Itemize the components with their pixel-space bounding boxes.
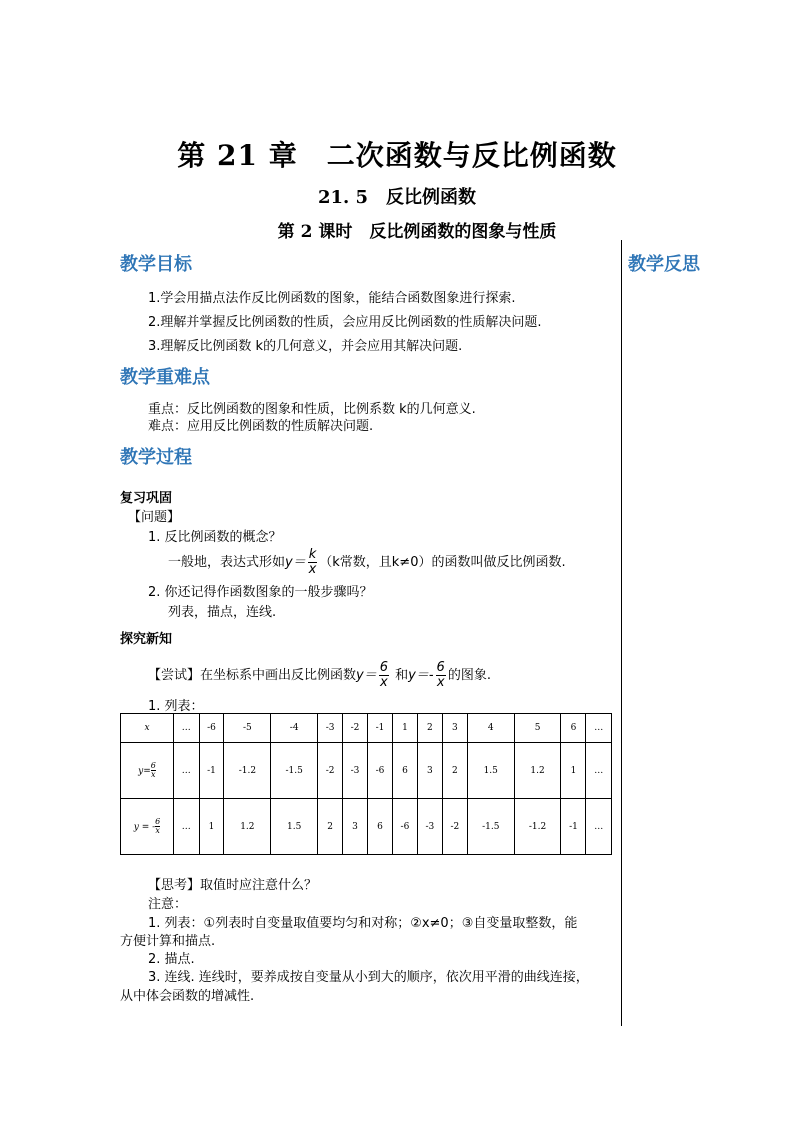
x-value-cell: -5 <box>224 714 271 743</box>
y2-value-cell: 1 <box>199 799 224 855</box>
goal-item: 2.理解并掌握反比例函数的性质，会应用反比例函数的性质解决问题. <box>148 315 542 330</box>
y2-value-cell: 2 <box>318 799 343 855</box>
think-prompt: 【思考】取值时应注意什么？ <box>148 878 318 893</box>
y1-value-cell: 1 <box>561 743 586 799</box>
process-heading: 教学过程 <box>120 447 192 468</box>
x-value-cell: 4 <box>467 714 514 743</box>
y1-value-cell: 1.5 <box>467 743 514 799</box>
row-label-x: x <box>121 714 174 743</box>
goals-heading: 教学目标 <box>120 254 192 275</box>
goal-item: 1.学会用描点法作反比例函数的图象，能结合函数图象进行探索. <box>148 291 516 306</box>
table-row-x <box>121 714 612 743</box>
formula-fraction-2 <box>436 661 446 689</box>
y2-value-cell: -2 <box>442 799 467 855</box>
question-2: 2. 你还记得作函数图象的一般步骤吗？ <box>148 585 373 600</box>
keypoints-heading: 教学重难点 <box>120 367 210 388</box>
fraction-numerator: 6 <box>150 760 156 770</box>
x-value-cell: -2 <box>343 714 368 743</box>
table-row-y2 <box>121 799 612 855</box>
try-text-mid: 和 <box>395 668 409 683</box>
chapter-title: 第 21 章 二次函数与反比例函数 <box>177 139 617 172</box>
answer-text-pre: 一般地，表达式形如 <box>168 555 286 570</box>
row-label-y2 <box>121 799 174 855</box>
goal-item: 3.理解反比例函数 k的几何意义，并会应用其解决问题. <box>148 339 463 354</box>
y1-value-cell: … <box>174 743 200 799</box>
question-1-answer <box>168 546 566 580</box>
y1-value-cell: -1 <box>199 743 224 799</box>
y1-value-cell: -6 <box>368 743 393 799</box>
value-table <box>120 713 612 855</box>
x-value-cell: 6 <box>561 714 586 743</box>
x-value-cell: -4 <box>271 714 318 743</box>
fraction-numerator: 6 <box>155 816 161 826</box>
fraction-denominator: x <box>380 675 388 690</box>
y1-value-cell: -1.2 <box>224 743 271 799</box>
y2-value-cell: 1.5 <box>271 799 318 855</box>
y1-value-cell: -3 <box>343 743 368 799</box>
list-label: 1. 列表： <box>148 699 204 714</box>
lesson-title: 第 2 课时 反比例函数的图象与性质 <box>277 222 557 242</box>
note-1: 1. 列表：①列表时自变量取值要均匀和对称；②x≠0；③自变量取整数，能 <box>148 916 578 931</box>
formula-y2: y＝- <box>408 668 434 683</box>
y2-value-cell: 6 <box>368 799 393 855</box>
y2-value-cell: 3 <box>343 799 368 855</box>
y2-value-cell: -6 <box>392 799 417 855</box>
review-heading: 复习巩固 <box>120 491 173 506</box>
y2-value-cell: -1 <box>561 799 586 855</box>
question-tag: 【问题】 <box>128 510 181 525</box>
y2-value-cell: 1.2 <box>224 799 271 855</box>
note-title: 注意： <box>148 897 188 912</box>
row-label-y2-fraction <box>155 818 160 836</box>
row-label-y1-fraction <box>151 762 156 780</box>
table-row-y1 <box>121 743 612 799</box>
formula-y1: y＝ <box>356 668 377 683</box>
x-value-cell: -1 <box>368 714 393 743</box>
row-label-y2-pre: y = - <box>133 822 156 832</box>
x-value-cell: -3 <box>318 714 343 743</box>
section-title: 21. 5 反比例函数 <box>317 187 477 208</box>
question-1: 1. 反比例函数的概念？ <box>148 530 282 545</box>
fraction-denominator: x <box>155 826 160 835</box>
row-label-y1-pre: y= <box>138 766 151 776</box>
y1-value-cell: 6 <box>392 743 417 799</box>
x-value-cell: 1 <box>392 714 417 743</box>
fraction-denominator: x <box>308 562 317 577</box>
y1-value-cell: -2 <box>318 743 343 799</box>
y2-value-cell: … <box>174 799 200 855</box>
margin-divider <box>621 240 622 1026</box>
try-text-pre: 【尝试】在坐标系中画出反比例函数 <box>148 668 357 683</box>
try-text-post: 的图象. <box>447 668 491 683</box>
explore-heading: 探究新知 <box>120 632 173 647</box>
y1-value-cell: … <box>586 743 612 799</box>
note-2: 2. 描点. <box>148 952 195 967</box>
x-value-cell: -6 <box>199 714 224 743</box>
note-3: 3. 连线. 连线时，要养成按自变量从小到大的顺序，依次用平滑的曲线连接， <box>148 970 589 985</box>
y1-value-cell: 3 <box>417 743 442 799</box>
try-prompt <box>148 658 491 694</box>
fraction-denominator: x <box>436 675 445 690</box>
note-1-continued: 方便计算和描点. <box>120 934 216 949</box>
y2-value-cell: … <box>586 799 612 855</box>
fraction-numerator: 6 <box>436 660 445 676</box>
x-value-cell: … <box>586 714 612 743</box>
y1-value-cell: 2 <box>442 743 467 799</box>
y1-value-cell: 1.2 <box>514 743 561 799</box>
y1-value-cell: -1.5 <box>271 743 318 799</box>
note-3-continued: 从中体会函数的增减性. <box>120 989 255 1004</box>
fraction-denominator: x <box>151 770 156 779</box>
formula-fraction <box>308 548 318 576</box>
difficulty-point: 难点：应用反比例函数的性质解决问题. <box>148 419 374 434</box>
y2-value-cell: -1.5 <box>467 799 514 855</box>
formula-fraction-1 <box>379 661 389 689</box>
formula-y: y＝ <box>285 555 306 570</box>
fraction-numerator: 6 <box>379 660 388 676</box>
key-point: 重点：反比例函数的图象和性质，比例系数 k的几何意义. <box>148 402 476 417</box>
y2-value-cell: -1.2 <box>514 799 561 855</box>
x-value-cell: 5 <box>514 714 561 743</box>
x-value-cell: 3 <box>442 714 467 743</box>
fraction-numerator: k <box>308 547 317 563</box>
answer-text-post: （k常数，且k≠0）的函数叫做反比例函数. <box>319 555 566 570</box>
x-value-cell: 2 <box>417 714 442 743</box>
x-value-cell: … <box>174 714 200 743</box>
reflection-heading: 教学反思 <box>628 254 700 275</box>
y2-value-cell: -3 <box>417 799 442 855</box>
question-2-answer: 列表，描点，连线. <box>168 605 277 620</box>
row-label-y1 <box>121 743 174 799</box>
